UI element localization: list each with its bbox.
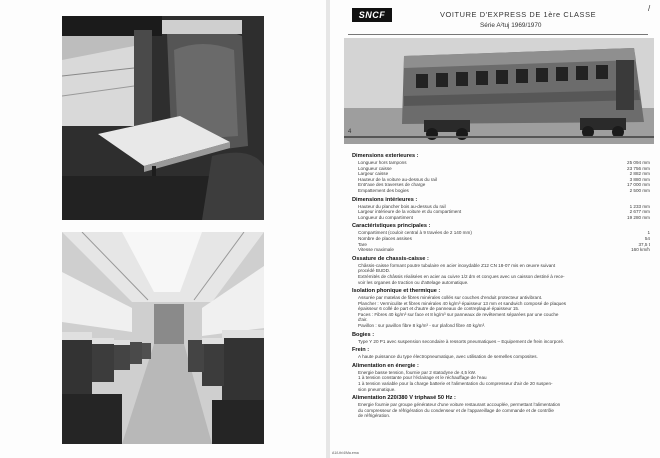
sncf-logo: SNCF [352,8,392,22]
paragraph-line: sion pneumatique. [358,386,396,392]
paragraph-line: Assurée par matelas de fibres minérales collés sur couches d'enduit protecteur antivibrant. [358,295,543,301]
paragraph-line: 1 à tension variable pour la charge batterie et l'alimentation du compresseur d'air de 20 suspen- [358,381,553,387]
spec-value: 19 280 mm [627,214,650,220]
paragraph-line: voir les organes de traction ou d'attelage automatique. [358,279,469,285]
spec-label: Largeur caisse [358,171,389,177]
header-rule [348,34,648,35]
spec-value: 2 882 mm [629,171,650,177]
spec-row [352,215,652,221]
paragraph-line: Type Y 20 P1 avec suspension secondaire à ressorts pneumatiques – Equipement de frein incorporé. [358,338,565,344]
paragraph-line: 1 à tension constante pour l'éclairage et le réchauffage de l'eau [358,375,487,381]
spec-value: 3 880 mm [629,176,650,182]
spec-value: 37,5 t [638,241,650,247]
section-title-alim: Alimentation en énergie : [352,362,419,369]
paragraph-line: Extrémités de châssis réalisées en acier au cuivre 1/2 dm et conçues avec un caisson destiné à rece- [358,273,565,279]
train-car-photo [344,38,654,144]
spec-value: 1 [647,230,650,236]
paragraph-line: de réfrigération. [358,413,391,419]
interior-aisle-photo [62,232,264,444]
section-title-dim-ext: Dimensions exterieures : [352,153,419,159]
spec-label: Tare [358,241,367,247]
section-title-isolation: Isolation phonique et thermique : [352,288,441,295]
document-subtitle: Série A²tuj 1969/1970 [480,22,542,29]
spec-label: Empattement des bogies [358,187,409,193]
paragraph-line: du compresseur de réfrigération du condenseur et de l'appareillage de commande et de contrôle [358,407,554,413]
paragraph-line: Faces : Fibres 40 kg/m³ sur face et 8 kg/m³ sur panneaux de revêtement séparées par une couche [358,311,559,317]
section-title-carac: Caractéristiques principales : [352,223,431,230]
paragraph-line: A haute puissance du type électropneumatique, avec utilisation de semelles composites. [358,354,538,360]
spec-label: Hauteur de la voiture au-dessus du rail [358,176,437,182]
spec-label: Longueur caisse [358,165,392,171]
spec-label: Largeur intérieure de la voiture et du compartiment [358,209,462,215]
section-title-bogies: Bogies : [352,331,375,338]
paragraph-line: Pavillon : sur pavillon fibre 8 kg/m³ - sur plafond fibre 40 kg/m³. [358,323,486,329]
spec-row [352,188,652,194]
paragraph-line: d'air. [358,317,368,323]
spec-label: Nombre de places assises [358,235,412,241]
paragraph-line: Energie fournie par groupe générateur d'une voiture restaurant accouplée, permettant l'alimentation [358,402,561,408]
paragraph-line: Châssis-caisse formant poutre tubulaire en acier inoxydable Z12 CN 18-07 mis en œuvre suivant [358,262,556,268]
spec-row [352,247,652,253]
right-page [330,0,660,458]
spec-label: Vitesse maximale [358,247,394,253]
paragraph-line: Energie basse tension, fournie par 2 statodyne de 4,5 kW. [358,369,476,375]
document-title: VOITURE D'EXPRESS DE 1ère CLASSE [440,10,597,19]
paragraph-line: Plancher : Vermiculite et fibres minérales 40 kg/m³ épaisseur 13 mm et sandwich composé de plaques [358,300,567,306]
section-title-alim220: Alimentation 220/380 V triphasé 50 Hz : [352,395,456,402]
section-title-frein: Frein : [352,347,370,354]
spec-value: 17 000 mm [627,182,650,188]
interior-seat-photo [62,16,264,220]
spec-value: 2 500 mm [629,187,650,193]
footer-code: A1/Lth/4/Ma.ema [332,451,359,455]
spec-label: Entr'axe des traverses de charge [358,182,426,188]
margin-mark: / [648,4,651,13]
spec-value: 1 233 mm [629,203,650,209]
left-page [0,0,326,458]
spec-label: Longueur du compartiment [358,214,413,220]
section-title-ossature: Ossature de chassis-caisse : [352,255,429,262]
paragraph-line: épaisseur 6 collé de part et d'autre de panneaux de contreplaqué épaisseur 15. [358,306,520,312]
spec-value: 2 677 mm [629,209,650,215]
paragraph-line: procédé BUDD. [358,268,391,274]
spec-value: 25 094 mm [627,160,650,165]
specifications [352,150,652,419]
section-title-dim-int: Dimensions intérieures : [352,196,418,203]
spec-label: Compartiment (couloir central à 9 travées de 2 140 mm) [358,230,472,236]
spec-value: 160 km/h [631,247,650,253]
spec-label: Longueur hors tampons [358,160,407,165]
spec-label: Hauteur du plancher bois au-dessus du rail [358,203,446,209]
spec-value: 54 [644,235,650,241]
spec-value: 23 756 mm [627,165,650,171]
page-number: 4 [348,129,352,135]
